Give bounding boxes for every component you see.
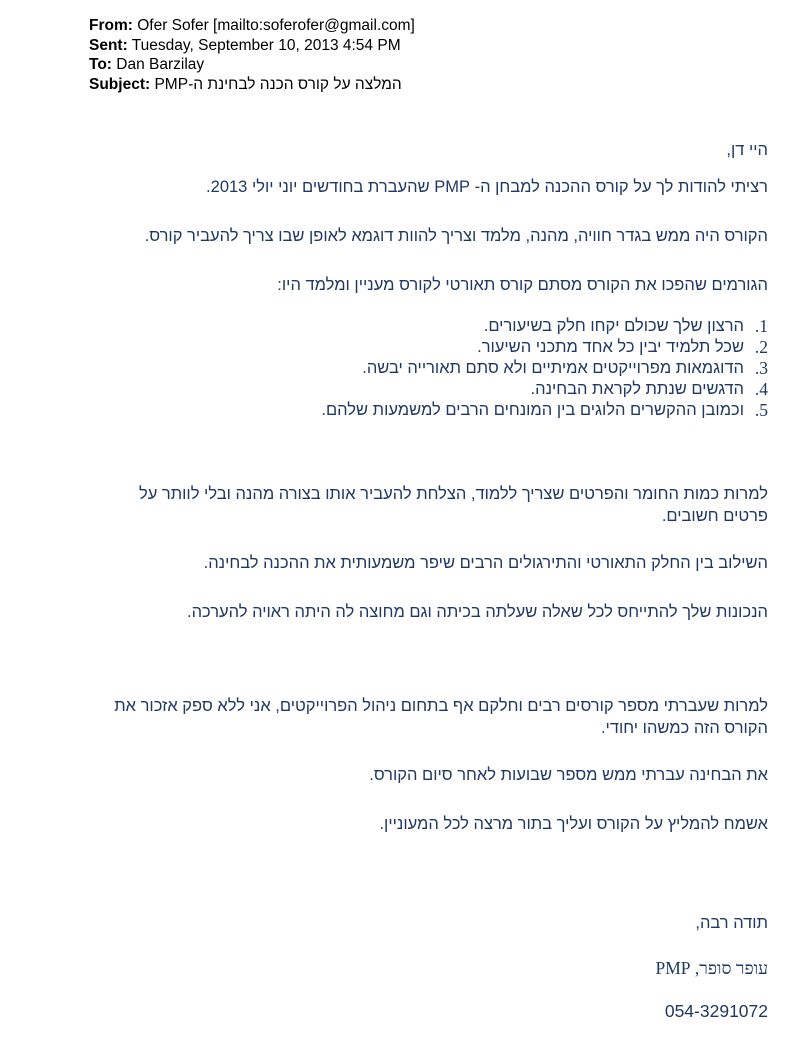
list-item: 2. שכל תלמיד יבין כל אחד מתכני השיעור.	[477, 337, 768, 357]
to-value: Dan Barzilay	[116, 56, 205, 73]
list-item: 5. וכמובן ההקשרים הלוגים בין המונחים הרבים למשמעות שלהם.	[321, 400, 768, 420]
sent-label: Sent:	[89, 36, 128, 54]
factors-intro: הגורמים שהפכו את הקורס מסתם קורס תאורטי לקורס מעניין ומלמד היו:	[277, 276, 768, 294]
from-value: Ofer Sofer [mailto:soferofer@gmail.com]	[137, 17, 415, 34]
from-row	[89, 16, 609, 36]
material-paragraph: למרות כמות החומר והפרטים שצריך ללמוד, הצלחת להעביר אותו בצורה מהנה ובלי לוותר על פרטים חשובים.	[139, 485, 768, 525]
to-label: To:	[89, 56, 112, 73]
sent-row	[89, 36, 609, 56]
closing: תודה רבה,	[695, 914, 768, 932]
thanks-paragraph: רציתי להודות לך על קורס ההכנה למבחן ה- PMP שהעברת בחודשים יוני יולי 2013.	[206, 178, 768, 196]
experience-paragraph: הקורס היה ממש בגדר חוויה, מהנה, מלמד וצריך להוות דוגמא לאופן שבו צריך להעביר קורס.	[144, 227, 768, 245]
willingness-paragraph: הנכונות שלך להתייחס לכל שאלה שעלתה בכיתה וגם מחוצה לה היתה ראויה להערכה.	[187, 603, 768, 621]
email-header	[89, 16, 609, 94]
subject-row	[89, 75, 609, 95]
list-item: 1. הרצון שלך שכולם יקחו חלק בשיעורים.	[483, 316, 768, 336]
subject-label: Subject:	[89, 75, 151, 93]
phone-number: 054-3291072	[664, 1001, 768, 1021]
courses-paragraph: למרות שעברתי מספר קורסים רבים וחלקם אף בתחום ניהול הפרוייקטים, אני ללא ספק אזכור את הקורס הזה כמשהו יחודי.	[114, 697, 768, 737]
list-item: 4. הדגשים שנתת לקראת הבחינה.	[530, 379, 768, 399]
factors-list	[95, 316, 768, 421]
list-item: 3. הדוגמאות מפרוייקטים אמיתיים ולא סתם תאורייה יבשה.	[362, 358, 768, 378]
greeting: היי דן,	[726, 141, 768, 159]
signature: עופר סופר, PMP	[655, 958, 768, 978]
sent-value: Tuesday, September 10, 2013 4:54 PM	[131, 36, 401, 54]
combination-paragraph: השילוב בין החלק התאורטי והתירגולים הרבים שיפר משמעותית את ההכנה לבחינה.	[203, 554, 768, 572]
to-row	[89, 55, 609, 75]
email-body	[95, 138, 768, 1048]
from-label: From:	[89, 17, 133, 34]
recommend-paragraph: אשמח להמליץ על הקורס ועליך בתור מרצה לכל המעוניין.	[379, 815, 768, 833]
exam-paragraph: את הבחינה עברתי ממש מספר שבועות לאחר סיום הקורס.	[369, 766, 768, 784]
subject-value: המלצה על קורס הכנה לבחינת ה-PMP	[154, 75, 402, 93]
